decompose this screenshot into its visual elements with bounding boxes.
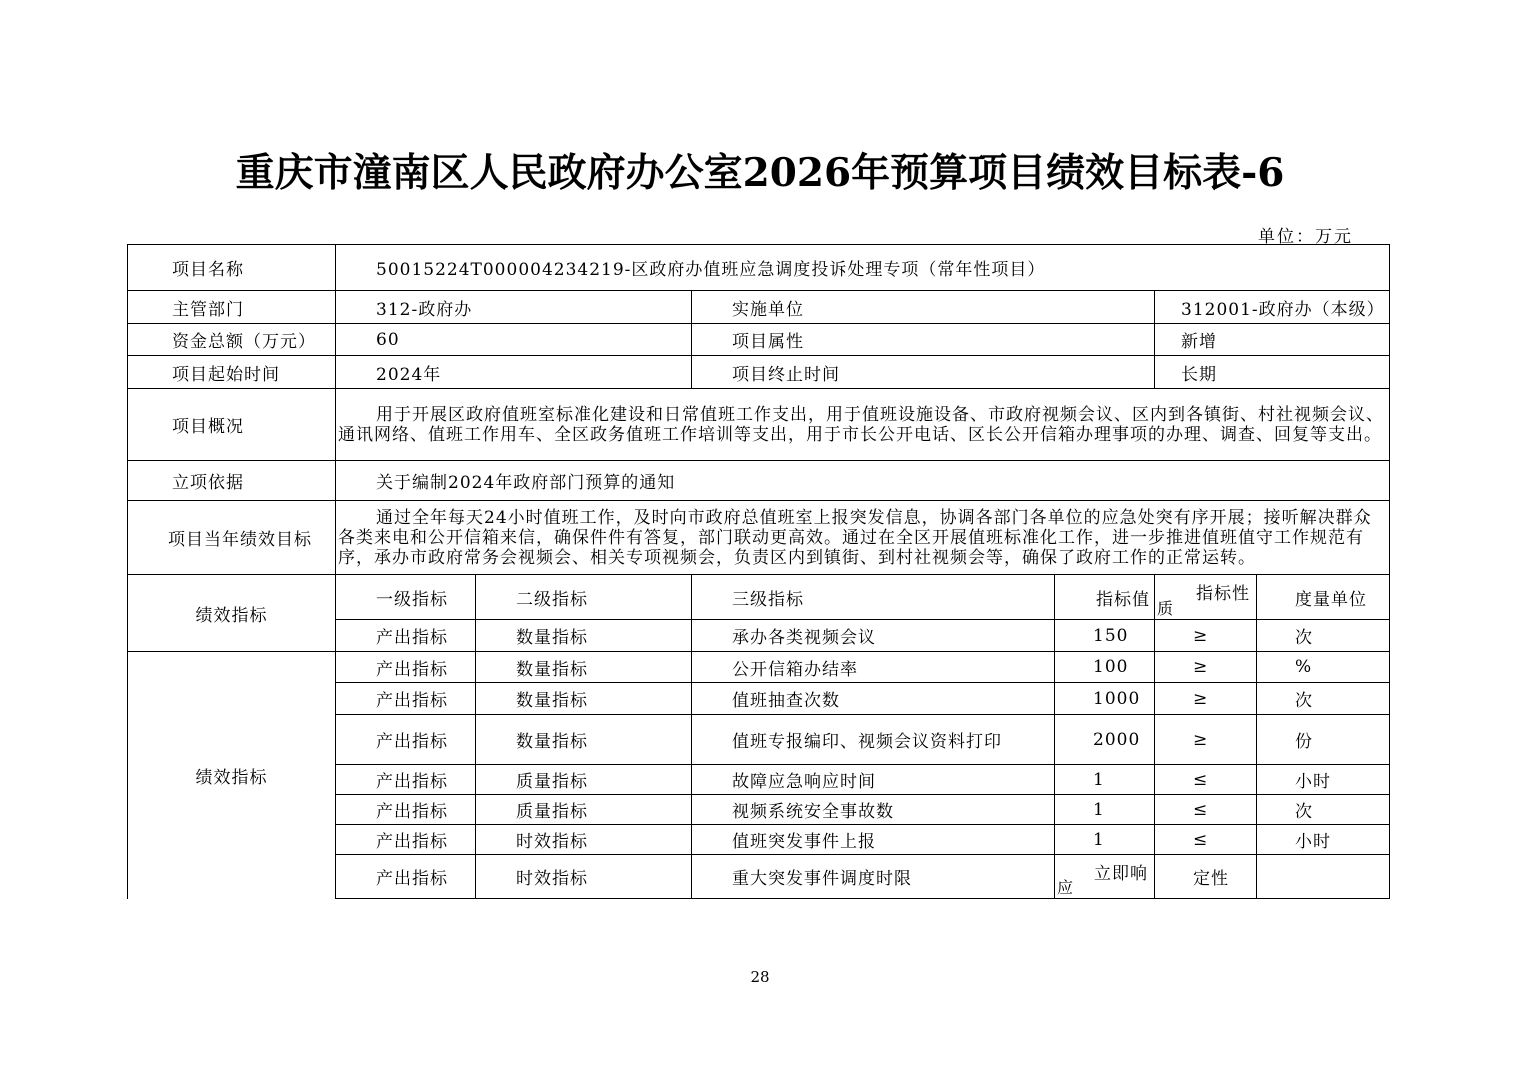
start-value: 2024年 — [336, 356, 692, 389]
row-time — [128, 356, 1390, 389]
indicator-header-row — [128, 575, 1390, 620]
start-label: 项目起始时间 — [128, 356, 336, 389]
row-nature: ≤ — [1155, 765, 1257, 795]
row-level3: 值班专报编印、视频会议资料打印 — [692, 715, 1055, 765]
header-level2: 二级指标 — [476, 575, 692, 620]
project-name-value: 50015224T000004234219-区政府办值班应急调度投诉处理专项（常年性项目） — [336, 245, 1390, 291]
header-level1: 一级指标 — [336, 575, 476, 620]
row-level2: 时效指标 — [476, 855, 692, 899]
header-value: 指标值 — [1055, 575, 1155, 620]
basis-label: 立项依据 — [128, 461, 336, 501]
header-level3: 三级指标 — [692, 575, 1055, 620]
row-value: 100 — [1055, 652, 1155, 683]
row-level1: 产出指标 — [336, 683, 476, 715]
row-level3: 公开信箱办结率 — [692, 652, 1055, 683]
row-dept — [128, 291, 1390, 324]
row-level2: 数量指标 — [476, 715, 692, 765]
row-level1: 产出指标 — [336, 855, 476, 899]
row-unit: 小时 — [1257, 825, 1390, 855]
header-nature — [1155, 575, 1257, 620]
row-value: 150 — [1055, 620, 1155, 652]
fund-label: 资金总额（万元） — [128, 324, 336, 356]
project-name-label: 项目名称 — [128, 245, 336, 291]
end-value: 长期 — [1155, 356, 1390, 389]
indicator-section-label: 绩效指标 — [128, 575, 336, 652]
row-unit: % — [1257, 652, 1390, 683]
row-unit: 次 — [1257, 620, 1390, 652]
dept-label: 主管部门 — [128, 291, 336, 324]
row-level2: 质量指标 — [476, 765, 692, 795]
goal-value: 通过全年每天24小时值班工作，及时向市政府总值班室上报突发信息，协调各部门各单位的应急处突有序开展；接听解决群众各类来电和公开信箱来信，确保件件有答复，部门联动更高效。通过在全区开展值班标准化工作，进一步推进值班值守工作规范有序，承办市政府常务会视频会、相关专项视频会，负责区内到镇街、到村社视频会等，确保了政府工作的正常运转。 — [336, 501, 1390, 575]
header-nature-b: 质 — [1157, 599, 1175, 618]
row-level3: 值班抽查次数 — [692, 683, 1055, 715]
row-level2: 数量指标 — [476, 652, 692, 683]
row-level2: 时效指标 — [476, 825, 692, 855]
header-unit: 度量单位 — [1257, 575, 1390, 620]
row-level3: 故障应急响应时间 — [692, 765, 1055, 795]
header-nature-a: 指标性 — [1196, 584, 1250, 604]
row-unit — [1257, 855, 1390, 899]
row-value: 2000 — [1055, 715, 1155, 765]
dept-value: 312-政府办 — [336, 291, 692, 324]
row-level1: 产出指标 — [336, 795, 476, 825]
row-value — [1055, 855, 1155, 899]
page-title: 重庆市潼南区人民政府办公室2026年预算项目绩效目标表-6 — [235, 150, 1285, 196]
row-level3: 值班突发事件上报 — [692, 825, 1055, 855]
row-nature: ≥ — [1155, 620, 1257, 652]
row-level1: 产出指标 — [336, 715, 476, 765]
row-nature: 定性 — [1155, 855, 1257, 899]
row-level1: 产出指标 — [336, 825, 476, 855]
row-value: 1 — [1055, 825, 1155, 855]
row-unit: 小时 — [1257, 765, 1390, 795]
row-level2: 数量指标 — [476, 683, 692, 715]
row-project-name — [128, 245, 1390, 291]
table-row — [128, 652, 1390, 683]
impl-label: 实施单位 — [692, 291, 1155, 324]
unit-label: 单位：万元 — [1258, 227, 1353, 247]
row-level1: 产出指标 — [336, 620, 476, 652]
row-nature: ≤ — [1155, 825, 1257, 855]
fund-value: 60 — [336, 324, 692, 356]
row-nature: ≥ — [1155, 652, 1257, 683]
row-value-b: 应 — [1057, 878, 1075, 897]
row-level2: 质量指标 — [476, 795, 692, 825]
row-unit: 次 — [1257, 683, 1390, 715]
row-unit: 次 — [1257, 795, 1390, 825]
impl-value: 312001-政府办（本级） — [1155, 291, 1390, 324]
page-number: 28 — [750, 968, 770, 986]
indicator-section-label-2: 绩效指标 — [128, 652, 336, 899]
performance-table — [127, 244, 1390, 899]
overview-label: 项目概况 — [128, 389, 336, 461]
row-level3: 视频系统安全事故数 — [692, 795, 1055, 825]
row-nature: ≤ — [1155, 795, 1257, 825]
row-unit: 份 — [1257, 715, 1390, 765]
row-value: 1 — [1055, 795, 1155, 825]
row-level1: 产出指标 — [336, 652, 476, 683]
row-basis — [128, 461, 1390, 501]
row-level1: 产出指标 — [336, 765, 476, 795]
row-level2: 数量指标 — [476, 620, 692, 652]
row-nature: ≥ — [1155, 715, 1257, 765]
attr-label: 项目属性 — [692, 324, 1155, 356]
row-value: 1000 — [1055, 683, 1155, 715]
end-label: 项目终止时间 — [692, 356, 1155, 389]
basis-value: 关于编制2024年政府部门预算的通知 — [336, 461, 1390, 501]
goal-label: 项目当年绩效目标 — [128, 501, 336, 575]
row-nature: ≥ — [1155, 683, 1257, 715]
row-goal — [128, 501, 1390, 575]
row-level3: 承办各类视频会议 — [692, 620, 1055, 652]
row-fund — [128, 324, 1390, 356]
overview-value: 用于开展区政府值班室标准化建设和日常值班工作支出，用于值班设施设备、市政府视频会议、区内到各镇街、村社视频会议、通讯网络、值班工作用车、全区政务值班工作培训等支出，用于市长公开电话、区长公开信箱办理事项的办理、调查、回复等支出。 — [336, 389, 1390, 461]
row-overview — [128, 389, 1390, 461]
row-value: 1 — [1055, 765, 1155, 795]
row-level3: 重大突发事件调度时限 — [692, 855, 1055, 899]
attr-value: 新增 — [1155, 324, 1390, 356]
row-value-a: 立即响 — [1094, 864, 1148, 884]
